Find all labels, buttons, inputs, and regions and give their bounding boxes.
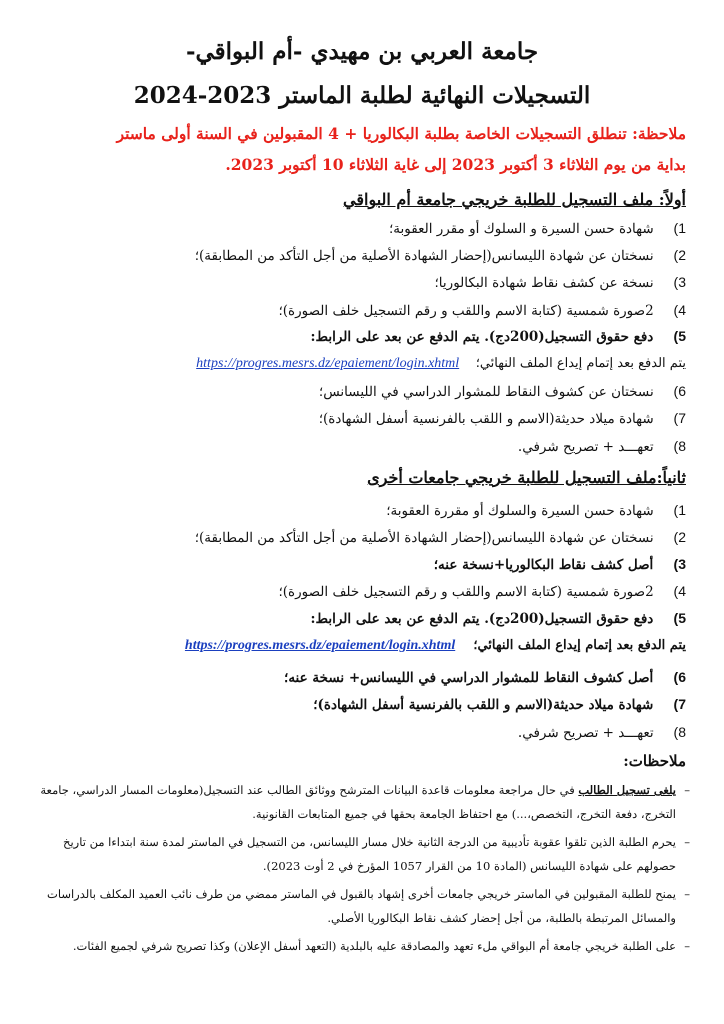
note-dash: – [684,783,690,797]
section1-payment-link[interactable]: https://progres.mesrs.dz/epaiement/login.xhtml [196,356,460,371]
section1-item-2: 2) نسختان عن شهادة الليسانس(إحضار الشهادة الأصلية من أجل التأكد من المطابقة)؛ [194,247,686,264]
section2-item-8: 8) تعهـــد + تصريح شرفي. [517,724,686,741]
notes-title: ملاحظات: [623,752,686,770]
section2-item-7: 7) شهادة ميلاد حديثة(الاسم و اللقب بالفرنسية أسفل الشهادة)؛ [313,696,686,713]
note-1-text: في حال مراجعة معلومات قاعدة البيانات المترشح ووثائق الطالب عند التسجيل(معلومات المسار الدراسي، جامعة التخرج، دفعة التخرج، التخصص،...) مع احتفاظ الجامعة بحقها في جميع المتابعات القانونية. [40,783,676,821]
university-title: جامعة العربي بن مهيدي -أم البواقي- [185,38,539,65]
registration-title: التسجيلات النهائية لطلبة الماستر 2023-2024 [133,82,591,109]
section1-item-4: 4) 2صورة شمسية (كتابة الاسم واللقب و رقم التسجيل خلف الصورة)؛ [278,302,686,319]
section2-payment-line [60,636,686,656]
registration-notice [22,118,686,180]
notice-line-1: ملاحظة: تنطلق التسجيلات الخاصة بطلبة البكالوريا + 4 المقبولين في السنة أولى ماستر [116,124,686,143]
section1-payment-line [60,354,686,374]
note-dash: – [684,939,690,953]
note-dash: – [684,887,690,901]
note-dash: – [684,835,690,849]
note-1 [38,778,690,826]
section1-item-8: 8) تعهـــد + تصريح شرفي. [517,438,686,455]
section1-item-6: 6) نسختان عن كشوف النقاط للمشوار الدراسي في الليسانس؛ [318,383,686,400]
note-2-text: يحرم الطلبة الذين تلقوا عقوبة تأديبية من الدرجة الثانية خلال مسار الليسانس، من التسجيل في الماستر لمدة سنة ابتداءا من تاريخ حصولهم على شهادة الليسانس (المادة 10 من القرار 1057 المؤرخ في 2 أوت 2023). [63,835,676,873]
section2-item-4: 4) 2صورة شمسية (كتابة الاسم واللقب و رقم التسجيل خلف الصورة)؛ [278,583,686,600]
section1-link-note: يتم الدفع بعد إتمام إيداع الملف النهائي؛ [475,356,686,371]
notice-line-2: بداية من يوم الثلاثاء 3 أكتوبر 2023 إلى غاية الثلاثاء 10 أكتوبر 2023. [225,155,686,174]
note-4 [38,934,690,958]
section2-payment-link[interactable]: https://progres.mesrs.dz/epaiement/login.xhtml [184,638,456,653]
section2-title: ثانياً:ملف التسجيل للطلبة خريجي جامعات أخرى [367,468,686,487]
section1-item-1: 1) شهادة حسن السيرة و السلوك أو مقرر العقوبة؛ [389,220,686,237]
section1-item-5: 5) دفع حقوق التسجيل(200دج). يتم الدفع عن بعد على الرابط: [310,328,686,345]
note-4-text: على الطلبة خريجي جامعة أم البواقي ملء تعهد والمصادقة عليه بالبلدية (التعهد أسفل الإعلان) وكذا تصريح شرفي لجميع الفئات. [72,939,676,953]
note-3 [38,882,690,930]
note-1-lead: يلغى تسجيل الطالب [578,783,676,797]
section2-link-note: يتم الدفع بعد إتمام إيداع الملف النهائي؛ [473,638,686,653]
section2-item-2: 2) نسختان عن شهادة الليسانس(إحضار الشهادة الأصلية من أجل التأكد من المطابقة)؛ [194,529,686,546]
section2-item-1: 1) شهادة حسن السيرة والسلوك أو مقررة العقوبة؛ [386,502,686,519]
section1-item-7: 7) شهادة ميلاد حديثة(الاسم و اللقب بالفرنسية أسفل الشهادة)؛ [318,410,686,427]
section1-title: أولاً: ملف التسجيل للطلبة خريجي جامعة أم البواقي [343,190,686,209]
section1-item-3: 3) نسخة عن كشف نقاط شهادة البكالوريا؛ [434,274,686,291]
section2-item-6: 6) أصل كشوف النقاط للمشوار الدراسي في الليسانس+ نسخة عنه؛ [284,669,686,686]
section2-item-3: 3) أصل كشف نقاط البكالوريا+نسخة عنه؛ [433,556,686,573]
note-3-text: يمنح للطلبة المقبولين في الماستر خريجي جامعات أخرى إشهاد بالقبول في الماستر ممضي من طرف نائب العميد المكلف بالدراسات والمسائل المرتبطة بالطلبة، من أجل إحضار كشف نقاط البكالوريا الأصلي. [47,887,676,925]
note-2 [38,830,690,878]
section2-item-5: 5) دفع حقوق التسجيل(200دج). يتم الدفع عن بعد على الرابط: [310,610,686,627]
